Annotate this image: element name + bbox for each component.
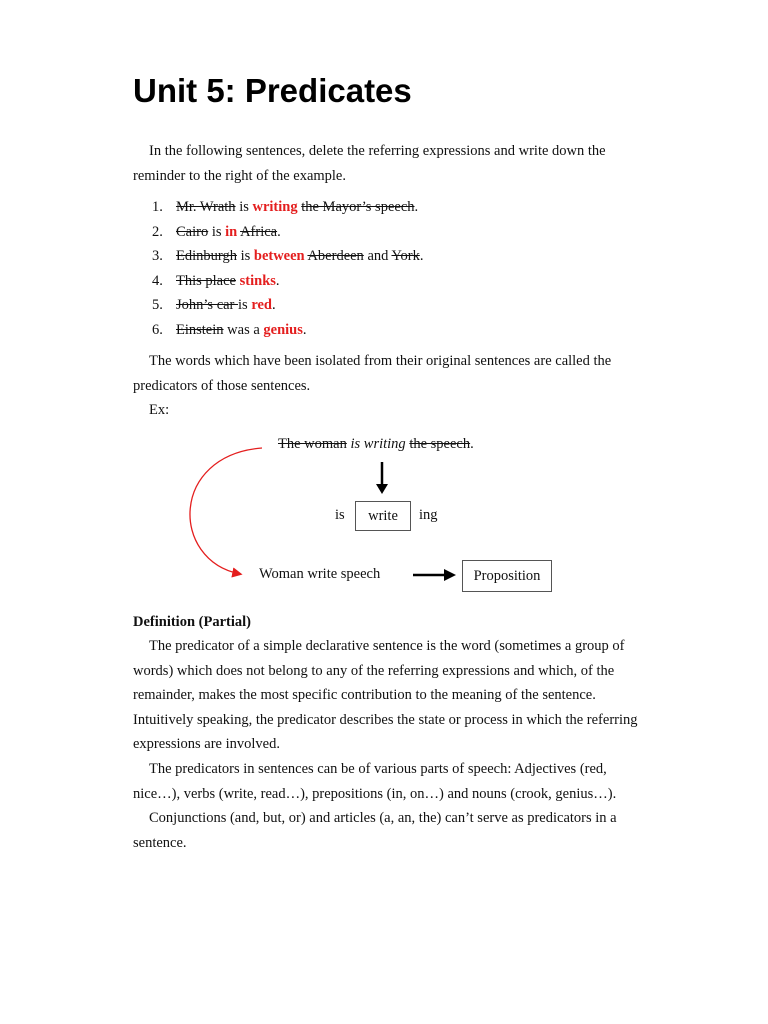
ex-label: Ex:: [149, 402, 170, 418]
predicator-word: writing: [252, 199, 298, 215]
right-arrow-icon: [444, 569, 456, 581]
predicator-word: genius: [263, 321, 303, 338]
diagram-period: .: [470, 436, 474, 452]
example-number: 6.: [152, 321, 163, 338]
page-title: Unit 5: Predicates: [133, 72, 412, 109]
referring-expression: Africa: [240, 223, 278, 240]
predicator-word: red: [251, 297, 272, 313]
predicator-word: between: [253, 248, 305, 264]
example-text: and: [363, 248, 392, 264]
woman-write-speech-label: Woman write speech: [259, 566, 381, 582]
example-number: 4.: [152, 272, 163, 289]
referring-expression: Einstein: [176, 321, 224, 338]
example-text: .: [275, 272, 280, 289]
example-text: is: [235, 199, 253, 215]
definition-heading: Definition (Partial): [133, 614, 251, 630]
example-text: was a: [223, 321, 264, 338]
referring-expression: Mr. Wrath: [176, 199, 236, 215]
down-arrow-icon: [376, 484, 388, 494]
example-text: is: [238, 297, 252, 313]
example-number: 5.: [152, 297, 163, 313]
write-box: write: [355, 501, 411, 531]
isolated-paragraph: The words which have been isolated from their original sentences are called the predicators of those sentences.: [133, 353, 612, 394]
referring-expression: York: [391, 248, 420, 264]
referring-expression: the Mayor’s speech: [301, 199, 415, 215]
predicator-word: in: [225, 223, 238, 240]
proposition-box: Proposition: [462, 560, 552, 592]
example-number: 3.: [152, 248, 163, 264]
diagram-object: the speech: [409, 436, 471, 452]
conjunctions-paragraph: Conjunctions (and, but, or) and articles (a, an, the) can’t serve as predicators in a sentence.: [133, 810, 617, 851]
referring-expression: This place: [176, 272, 236, 289]
predicator-word: stinks: [239, 272, 276, 289]
example-text: .: [277, 223, 281, 240]
definition-paragraph: The predicator of a simple declarative sentence is the word (sometimes a group of words) which does not belong to any of the referring expressions and which, of the remainder, makes the most specific contribution to the meaning of the sentence. Intuitively speaking, the predicator describes the state or process in which the referring expressions are involved.: [133, 638, 638, 752]
parts-of-speech-paragraph: The predicators in sentences can be of various parts of speech: Adjectives (red, nice…), verbs (write, read…), prepositions (in, on…) and nouns (crook, genius…).: [133, 761, 617, 802]
example-text: .: [419, 248, 424, 264]
example-number: 1.: [152, 199, 163, 215]
example-text: .: [414, 199, 419, 215]
ing-label: ing: [419, 507, 438, 523]
diagram-verb: is writing: [350, 436, 406, 452]
example-number: 2.: [152, 223, 163, 240]
curved-arrow-icon: [190, 448, 262, 574]
example-text: is: [236, 248, 254, 264]
example-text: is: [208, 223, 226, 240]
example-text: .: [272, 297, 276, 313]
diagram-subject: The woman: [278, 436, 347, 452]
example-text: .: [302, 321, 307, 338]
referring-expression: Edinburgh: [176, 248, 237, 264]
referring-expression: Aberdeen: [307, 248, 364, 264]
referring-expression: John’s car: [176, 297, 239, 313]
is-label: is: [335, 507, 345, 523]
intro-paragraph: In the following sentences, delete the referring expressions and write down the reminder to the right of the example.: [133, 143, 606, 184]
referring-expression: Cairo: [176, 223, 209, 240]
